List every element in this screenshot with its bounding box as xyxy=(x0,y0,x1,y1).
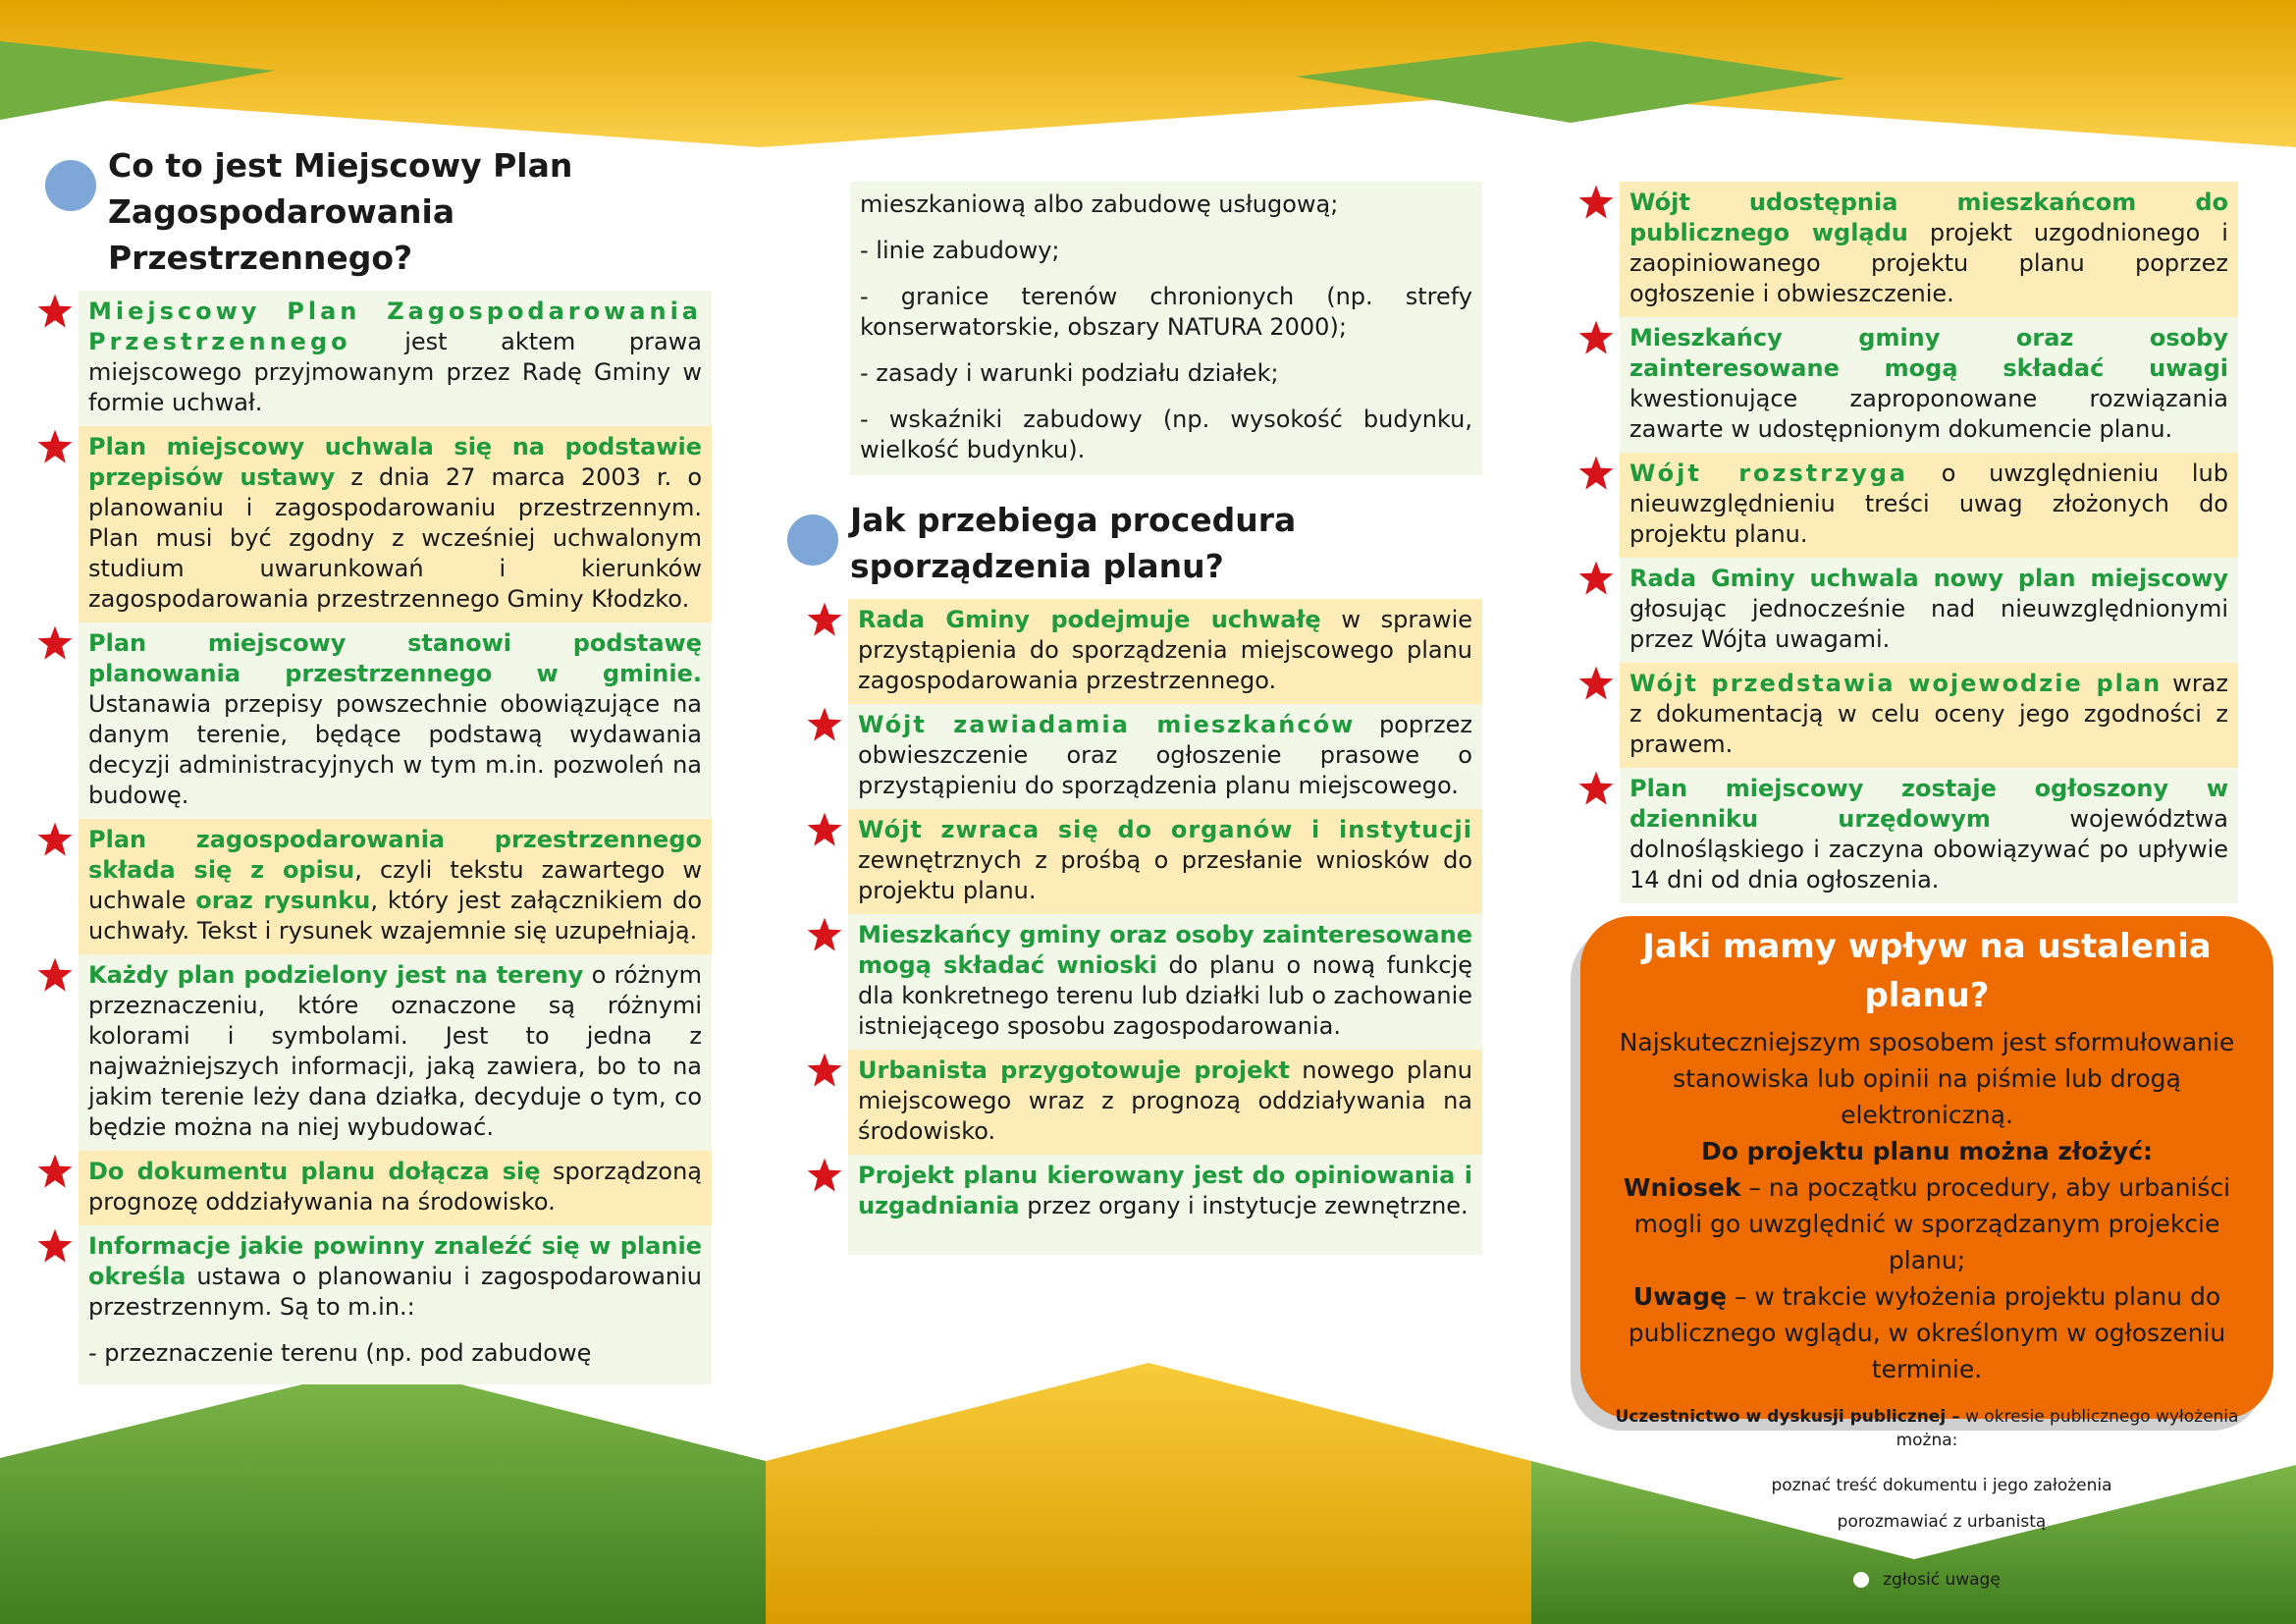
bullet-text: porozmawiać z urbanistą xyxy=(1837,1512,2047,1532)
info-item xyxy=(79,426,712,623)
item-text: o uwzględnieniu lub nieuwzględnieniu treści uwag złożonych do projektu planu. xyxy=(1629,460,2228,548)
info-item xyxy=(79,1225,712,1384)
blue-circle-icon xyxy=(45,160,96,211)
item-text: zewnętrznych z prośbą o przesłanie wniosków do projektu planu. xyxy=(858,846,1472,904)
bullet-item xyxy=(1741,1468,2111,1504)
bullet-dot-icon xyxy=(1853,1572,1869,1588)
star-icon xyxy=(36,1227,74,1265)
star-icon xyxy=(806,706,843,743)
item-highlight: Plan miejscowy stanowi podstawę planowania przestrzennego w gminie. xyxy=(88,629,702,687)
info-item xyxy=(79,623,712,819)
procedure-step xyxy=(848,914,1482,1050)
star-icon xyxy=(806,601,843,638)
uwaga-label: Uwagę xyxy=(1632,1282,1727,1311)
discussion-label: Uczestnictwo w dyskusji publicznej – xyxy=(1615,1407,1960,1427)
box-title: Jaki mamy wpływ na ustalenia planu? xyxy=(1642,927,2212,1015)
star-icon xyxy=(1577,455,1615,492)
procedure-step xyxy=(1620,317,2238,453)
procedure-step xyxy=(1620,663,2238,768)
wniosek-text: – na początku procedury, aby urbaniści mogli go uwzględnić w sporządzanym projekcie planu; xyxy=(1633,1173,2231,1274)
column-1 xyxy=(39,142,712,1384)
item-text: ustawa o planowaniu i zagospodarowaniu przestrzennym. Są to m.in.: xyxy=(88,1263,702,1321)
influence-info-box xyxy=(1580,916,2273,1590)
section-heading-procedure xyxy=(781,497,1482,589)
star-icon xyxy=(806,1052,843,1089)
list-item: - wskaźniki zabudowy (np. wysokość budynku, wielkość budynku). xyxy=(860,406,1472,463)
item-highlight: Urbanista przygotowuje projekt xyxy=(858,1056,1290,1084)
item-text: nowego planu miejscowego wraz z prognozą oddziaływania na środowisko. xyxy=(858,1056,1473,1145)
item-highlight: Rada Gminy podejmuje uchwałę xyxy=(858,606,1321,633)
heading-text: Jak przebiega procedura sporządzenia planu? xyxy=(850,501,1297,585)
info-item xyxy=(79,1151,712,1225)
item-text: w sprawie przystąpienia do sporządzenia miejscowego planu zagospodarowania przestrzennego. xyxy=(858,606,1472,694)
procedure-step xyxy=(1620,558,2238,663)
heading-text: Co to jest Miejscowy Plan Zagospodarowania Przestrzennego? xyxy=(108,146,573,277)
item-text: przez organy i instytucje zewnętrzne. xyxy=(1019,1192,1468,1219)
item-text: poprzez obwieszczenie oraz ogłoszenie prasowe o przystąpieniu do sporządzenia planu miejscowego. xyxy=(858,711,1472,799)
box-discussion-note xyxy=(1598,1405,2256,1452)
procedure-step xyxy=(1620,768,2238,903)
star-icon xyxy=(1577,560,1615,597)
star-icon xyxy=(1577,665,1615,702)
box-subheading: Do projektu planu można złożyć: xyxy=(1700,1137,2154,1165)
item-text: , który jest załącznikiem do uchwały. Tekst i rysunek wzajemnie się uzupełniają. xyxy=(88,887,703,945)
item-text: z dnia 27 marca 2003 r. o planowaniu i zagospodarowaniu przestrzennym. Plan musi być zgodny z wcześniej uchwalonym studium uwarunkowań i kierunków zagospodarowania przestrzennego Gminy Kłodzko. xyxy=(88,463,703,613)
bullet-text: zgłosić uwagę xyxy=(1883,1570,2001,1590)
bullet-dot-icon xyxy=(1741,1478,1757,1493)
item-highlight: Wójt zwraca się do organów i instytucji xyxy=(858,816,1472,843)
box-uwaga xyxy=(1598,1278,2256,1387)
item-highlight: Mieszkańcy gminy oraz osoby zainteresowane mogą składać uwagi xyxy=(1629,324,2228,382)
star-icon xyxy=(36,428,74,465)
item-highlight: Informacje jakie powinny znaleźć się w planie określa xyxy=(88,1232,702,1290)
blue-circle-icon xyxy=(787,514,838,566)
info-item xyxy=(79,954,712,1151)
item-text: województwa dolnośląskiego i zaczyna obowiązywać po upływie 14 dni od dnia ogłoszenia. xyxy=(1629,805,2228,893)
bullet-item xyxy=(1808,1504,2047,1541)
item-text: projekt uzgodnionego i zaopiniowanego projektu planu poprzez ogłoszenie i obwieszczenie. xyxy=(1629,219,2228,307)
item-highlight: Miejscowy Plan Zagospodarowania Przestrzennego xyxy=(88,298,702,355)
star-icon xyxy=(806,1157,843,1194)
item-highlight: Plan miejscowy uchwala się na podstawie przepisów ustawy xyxy=(88,433,702,491)
continued-list xyxy=(850,182,1482,475)
discussion-text: w okresie publicznego wyłożenia można: xyxy=(1896,1407,2239,1450)
item-text: o różnym przeznaczeniu, które oznaczone są różnymi kolorami i symbolami. Jest to jedna z najważniejszych informacji, jaką zawiera, bo to na jakim terenie leży dana działka, decyduje o tym, co będzie można na niej wybudować. xyxy=(88,961,703,1141)
item-text: - przeznaczenie terenu (np. pod zabudowę xyxy=(88,1339,592,1367)
star-icon xyxy=(36,1153,74,1190)
item-text: , czyli tekstu zawartego w uchwale xyxy=(88,856,702,914)
item-text: sporządzoną prognozę oddziaływania na środowisko. xyxy=(88,1158,702,1216)
star-icon xyxy=(1577,184,1615,221)
item-text: głosując jednocześnie nad nieuwzględnionymi przez Wójta uwagami. xyxy=(1629,595,2228,653)
bullet-item xyxy=(1853,1562,2001,1598)
column-3 xyxy=(1580,182,2238,903)
item-highlight: Do dokumentu planu dołącza się xyxy=(88,1158,541,1185)
info-item xyxy=(79,819,712,954)
star-icon xyxy=(36,624,74,662)
bullet-row xyxy=(1598,1562,2256,1598)
star-icon xyxy=(36,293,74,330)
procedure-step xyxy=(848,599,1482,704)
item-text: do planu o nową funkcję dla konkretnego terenu lub działki lub o zachowanie istniejącego sposobu zagospodarowania. xyxy=(858,951,1473,1040)
item-highlight: Plan miejscowy zostaje ogłoszony w dzienniku urzędowym xyxy=(1629,775,2228,833)
item-text: wraz z dokumentacją w celu oceny jego zgodności z prawem. xyxy=(1629,670,2228,758)
procedure-step xyxy=(848,704,1482,809)
item-highlight: Wójt udostępnia mieszkańcom do publicznego wglądu xyxy=(1629,189,2228,246)
star-icon xyxy=(806,916,843,953)
bottom-green-left xyxy=(0,1365,766,1624)
item-highlight: oraz rysunku xyxy=(195,887,371,914)
list-item: mieszkaniową albo zabudowę usługową; xyxy=(860,190,1339,218)
procedure-step xyxy=(848,809,1482,914)
top-yellow-band xyxy=(0,0,2296,147)
procedure-step xyxy=(1620,182,2238,317)
info-item xyxy=(79,291,712,426)
item-highlight: Projekt planu kierowany jest do opiniowania i uzgadniania xyxy=(858,1162,1472,1219)
bullet-text: poznać treść dokumentu i jego założenia xyxy=(1771,1476,2112,1495)
list-item: - linie zabudowy; xyxy=(860,237,1060,264)
section-heading-what-is xyxy=(39,142,712,281)
star-icon xyxy=(36,821,74,858)
bottom-yellow-mid xyxy=(766,1363,1531,1624)
item-text: Ustanawia przepisy powszechnie obowiązujące na danym terenie, będące podstawą wydawania decyzji administracyjnych w tym m.in. pozwoleń na budowę. xyxy=(88,690,702,809)
wniosek-label: Wniosek xyxy=(1623,1173,1741,1202)
star-icon xyxy=(806,811,843,848)
item-highlight: Wójt zawiadamia mieszkańców xyxy=(858,711,1356,738)
bullet-row xyxy=(1598,1468,2256,1541)
uwaga-text: – w trakcie wyłożenia projektu planu do publicznego wglądu, w określonym w ogłoszeniu terminie. xyxy=(1628,1282,2226,1383)
bullet-dot-icon xyxy=(1808,1514,1824,1530)
star-icon xyxy=(1577,319,1615,356)
item-highlight: Plan zagospodarowania przestrzennego składa się z opisu xyxy=(88,826,702,884)
box-wniosek xyxy=(1598,1169,2256,1278)
item-text: kwestionujące zaproponowane rozwiązania zawarte w udostępnionym dokumencie planu. xyxy=(1629,385,2228,443)
list-item: - zasady i warunki podziału działek; xyxy=(860,359,1279,387)
procedure-step xyxy=(848,1050,1482,1155)
item-text: jest aktem prawa miejscowego przyjmowanym przez Radę Gminy w formie uchwał. xyxy=(88,328,702,416)
procedure-step xyxy=(1620,453,2238,558)
star-icon xyxy=(1577,770,1615,807)
star-icon xyxy=(36,956,74,994)
column-2 xyxy=(815,182,1482,1255)
box-intro: Najskuteczniejszym sposobem jest sformułowanie stanowiska lub opinii na piśmie lub drogą elektroniczną. xyxy=(1619,1028,2235,1129)
list-item: - granice terenów chronionych (np. strefy konserwatorskie, obszary NATURA 2000); xyxy=(860,283,1472,341)
item-highlight: Rada Gminy uchwala nowy plan miejscowy xyxy=(1629,565,2228,592)
procedure-step xyxy=(848,1155,1482,1255)
item-highlight: Mieszkańcy gminy oraz osoby zainteresowane mogą składać wnioski xyxy=(858,921,1472,979)
item-highlight: Każdy plan podzielony jest na tereny xyxy=(88,961,584,989)
box-body xyxy=(1580,1020,2273,1598)
item-highlight: Wójt rozstrzyga xyxy=(1629,460,1909,487)
item-highlight: Wójt przedstawia wojewodzie plan xyxy=(1629,670,2163,697)
